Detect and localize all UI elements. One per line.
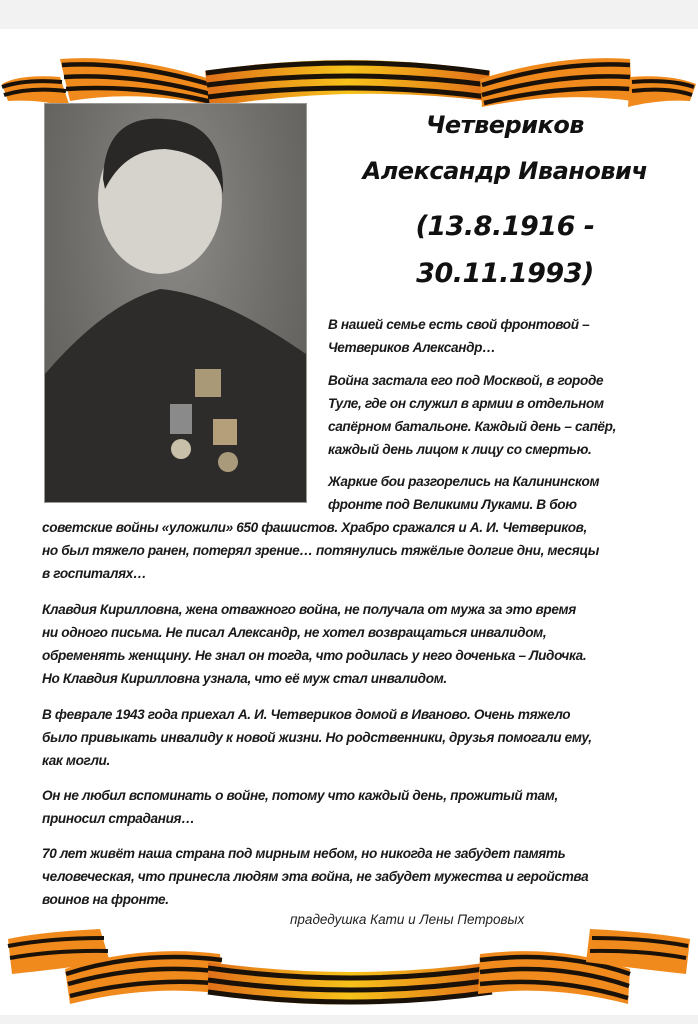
paragraph-2: [328, 369, 616, 461]
text-line: Война застала его под Москвой, в городе: [328, 373, 604, 388]
full-name-heading: Александр Иванович: [362, 157, 648, 185]
text-line: Туле, где он служил в армии в отдельном: [328, 396, 604, 411]
paragraph-5: [42, 703, 592, 772]
ribbon-left-tail: [2, 76, 70, 107]
text-line: сапёрном батальоне. Каждый день – сапёр,: [328, 419, 617, 434]
text-line: человеческая, что принесла людям эта война, не забудет мужества и геройства: [42, 869, 589, 884]
dates-heading-line1: (13.8.1916 -: [415, 211, 595, 242]
paragraph-7: [42, 842, 588, 911]
text-line: Он не любил вспоминать о войне, потому что каждый день, прожитый там,: [42, 788, 558, 803]
paragraph-6: [42, 784, 558, 830]
text-line: обременять женщину. Не знал он тогда, что родилась у него доченька – Лидочка.: [42, 648, 587, 663]
text-line: приносил страдания…: [42, 811, 195, 826]
text-line: как могли.: [42, 753, 110, 768]
text-line: Клавдия Кирилловна, жена отважного война, не получала от мужа за это время: [42, 602, 576, 617]
text-line: фронте под Великими Луками. В бою: [328, 497, 577, 512]
text-line: в госпиталях…: [42, 566, 147, 581]
text-line: ни одного письма. Не писал Александр, не хотел возвращаться инвалидом,: [42, 625, 547, 640]
text-line: воинов на фронте.: [42, 892, 169, 907]
paragraph-1: [328, 313, 589, 359]
portrait-photo: [45, 104, 306, 502]
paragraph-3: [42, 470, 599, 585]
text-line: Но Клавдия Кирилловна узнала, что её муж стал инвалидом.: [42, 671, 447, 686]
st-george-ribbon-bottom-icon: [0, 924, 698, 1014]
text-line: советские войны «уложили» 650 фашистов. Храбро сражался и А. И. Четвериков,: [42, 520, 587, 535]
memorial-page: [0, 29, 698, 1015]
text-line: было привыкать инвалиду к новой жизни. Но родственники, друзья помогали ему,: [42, 730, 592, 745]
text-line: В феврале 1943 года приехал А. И. Четвериков домой в Иваново. Очень тяжело: [42, 707, 571, 722]
text-line: каждый день лицом к лицу со смертью.: [328, 442, 592, 457]
st-george-ribbon-top-icon: [0, 29, 698, 114]
portrait-photo-icon: [45, 104, 306, 502]
paragraph-4: [42, 598, 586, 690]
text-line: Четвериков Александр…: [328, 340, 496, 355]
signature: прадедушка Кати и Лены Петровых: [290, 912, 525, 927]
surname-heading: Четвериков: [425, 111, 584, 139]
text-line: В нашей семье есть свой фронтовой –: [328, 317, 590, 332]
text-line: Жаркие бои разгорелись на Калининском: [328, 474, 600, 489]
text-line: 70 лет живёт наша страна под мирным небом, но никогда не забудет память: [42, 846, 566, 861]
text-line: но был тяжело ранен, потерял зрение… потянулись тяжёлые долгие дни, месяцы: [42, 543, 600, 558]
dates-heading-line2: 30.11.1993): [416, 258, 594, 289]
